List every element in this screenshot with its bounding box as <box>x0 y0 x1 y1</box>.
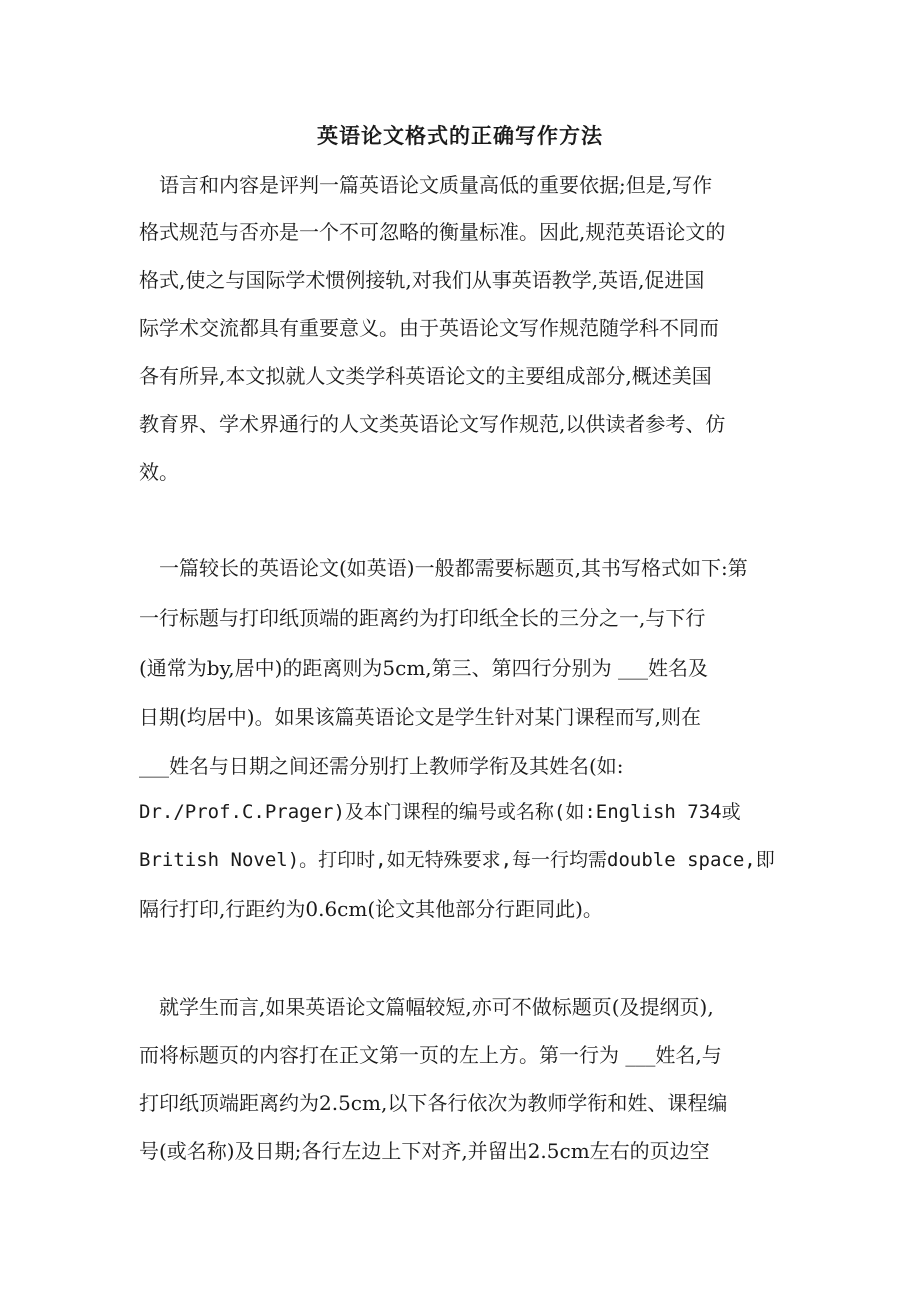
paragraph-3-line-2: 而将标题页的内容打在正文第一页的左上方。第一行为 ___姓名,与 <box>139 1043 722 1067</box>
document-title: 英语论文格式的正确写作方法 <box>317 123 603 148</box>
paragraph-3-line-4: 号(或名称)及日期;各行左边上下对齐,并留出2.5cm左右的页边空 <box>139 1139 710 1163</box>
paragraph-3-line-3: 打印纸顶端距离约为2.5cm,以下各行依次为教师学衔和姓、课程编 <box>139 1091 728 1115</box>
paragraph-2-line-4: 日期(均居中)。如果该篇英语论文是学生针对某门课程而写,则在 <box>139 705 701 729</box>
paragraph-1-line-6: 教育界、学术界通行的人文类英语论文写作规范,以供读者参考、仿 <box>139 412 726 436</box>
paragraph-2-line-6: Dr./Prof.C.Prager)及本门课程的编号或名称(如:English 734或 <box>139 801 741 823</box>
paragraph-2-line-3: (通常为by,居中)的距离则为5cm,第三、第四行分别为 ___姓名及 <box>139 656 709 680</box>
paragraph-3-line-1: 就学生而言,如果英语论文篇幅较短,亦可不做标题页(及提纲页), <box>139 995 714 1019</box>
paragraph-1-line-4: 际学术交流都具有重要意义。由于英语论文写作规范随学科不同而 <box>139 316 719 340</box>
paragraph-2-line-5: ___姓名与日期之间还需分别打上教师学衔及其姓名(如: <box>139 754 624 778</box>
paragraph-1-line-7: 效。 <box>139 460 179 484</box>
paragraph-1-line-1: 语言和内容是评判一篇英语论文质量高低的重要依据;但是,写作 <box>139 173 713 197</box>
paragraph-1-line-2: 格式规范与否亦是一个不可忽略的衡量标准。因此,规范英语论文的 <box>139 220 726 244</box>
paragraph-2-line-8: 隔行打印,行距约为0.6cm(论文其他部分行距同此)。 <box>139 897 603 921</box>
paragraph-2-line-2: 一行标题与打印纸顶端的距离约为打印纸全长的三分之一,与下行 <box>139 606 706 630</box>
paragraph-1-line-3: 格式,使之与国际学术惯例接轨,对我们从事英语教学,英语,促进国 <box>139 268 705 292</box>
paragraph-2-line-1: 一篇较长的英语论文(如英语)一般都需要标题页,其书写格式如下:第 <box>139 556 748 580</box>
paragraph-2-line-7: British Novel)。打印时,如无特殊要求,每一行均需double space,即 <box>139 849 775 871</box>
paragraph-1-line-5: 各有所异,本文拟就人文类学科英语论文的主要组成部分,概述美国 <box>139 364 712 388</box>
